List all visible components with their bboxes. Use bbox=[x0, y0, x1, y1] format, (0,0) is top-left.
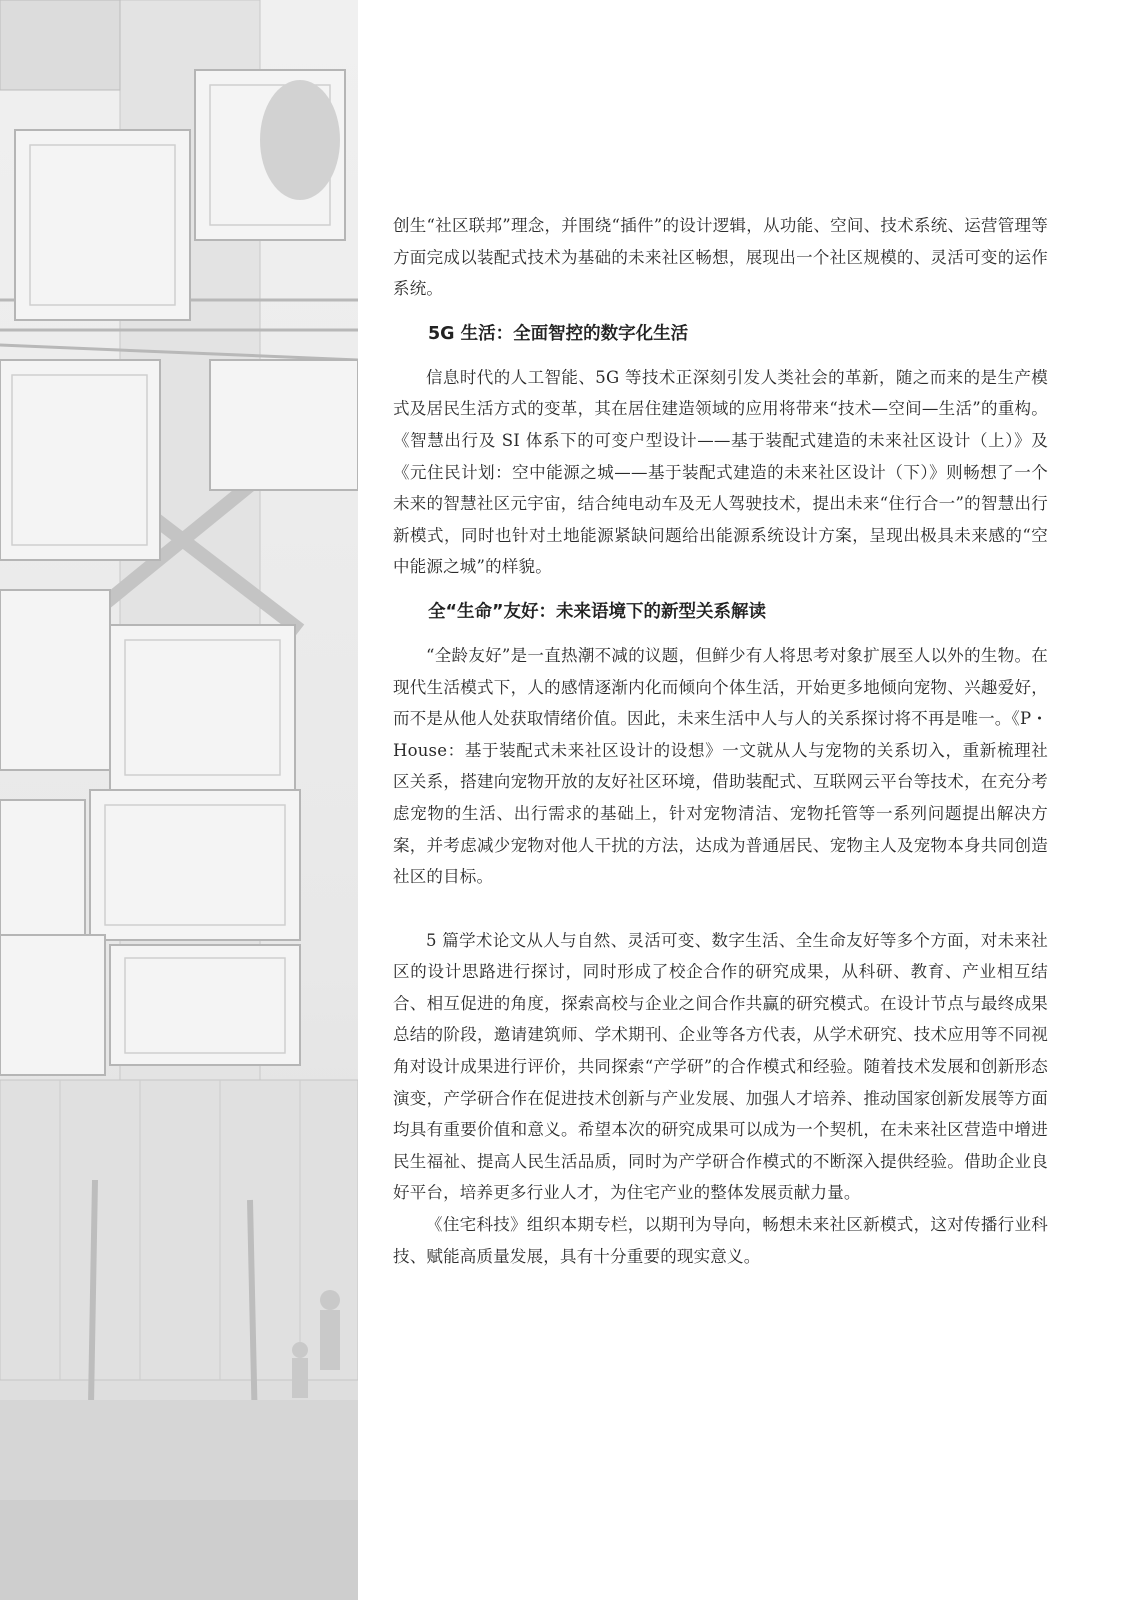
architectural-illustration bbox=[0, 0, 358, 1600]
conclusion-paragraph: 5 篇学术论文从人与自然、灵活可变、数字生活、全生命友好等多个方面，对未来社区的设计思路进行探讨，同时形成了校企合作的研究成果，从科研、教育、产业相互结合、相互促进的角度，探索高校与企业之间合作共赢的研究模式。在设计节点与最终成果总结的阶段，邀请建筑师、学术期刊、企业等各方代表，从学术研究、技术应用等不同视角对设计成果进行评价，共同探索“产学研”的合作模式和经验。随着技术发展和创新形态演变，产学研合作在促进技术创新与产业发展、加强人才培养、推动国家创新发展等方面均具有重要价值和意义。希望本次的研究成果可以成为一个契机，在未来社区营造中增进民生福祉、提高人民生活品质，同时为产学研合作模式的不断深入提供经验。借助企业良好平台，培养更多行业人才，为住宅产业的整体发展贡献力量。 bbox=[393, 930, 1048, 1203]
section-heading-life-friendly: 全“生命”友好：未来语境下的新型关系解读 bbox=[428, 601, 767, 622]
section-5g-paragraph: 信息时代的人工智能、5G 等技术正深刻引发人类社会的革新，随之而来的是生产模式及居民生活方式的变革，其在居住建造领域的应用将带来“技术—空间—生活”的重构。《智慧出行及 SI 体系下的可变户型设计——基于装配式建造的未来社区设计（上）》及《元住民计划：空中能源之城——基于装配式建造的未来社区设计（下）》则畅想了一个未来的智慧社区元宇宙，结合纯电动车及无人驾驶技术，提出未来“住行合一”的智慧出行新模式，同时也针对土地能源紧缺问题给出能源系统设计方案，呈现出极具未来感的“空中能源之城”的样貌。 bbox=[393, 367, 1048, 577]
intro-continuation-paragraph: 创生“社区联邦”理念，并围绕“插件”的设计逻辑，从功能、空间、技术系统、运营管理等方面完成以装配式技术为基础的未来社区畅想，展现出一个社区规模的、灵活可变的运作系统。 bbox=[393, 216, 1048, 299]
section-life-paragraph: “全龄友好”是一直热潮不减的议题，但鲜少有人将思考对象扩展至人以外的生物。在现代生活模式下，人的感情逐渐内化而倾向个体生活，开始更多地倾向宠物、兴趣爱好，而不是从他人处获取情绪价值。因此，未来生活中人与人的关系探讨将不再是唯一。《P・House：基于装配式未来社区设计的设想》一文就从人与宠物的关系切入，重新梳理社区关系，搭建向宠物开放的友好社区环境，借助装配式、互联网云平台等技术，在充分考虑宠物的生活、出行需求的基础上，针对宠物清洁、宠物托管等一系列问题提出解决方案，并考虑减少宠物对他人干扰的方法，达成为普通居民、宠物主人及宠物本身共同创造社区的目标。 bbox=[393, 645, 1048, 887]
article-body bbox=[393, 210, 1048, 1272]
section-heading-5g-life: 5G 生活：全面智控的数字化生活 bbox=[428, 323, 689, 344]
closing-paragraph: 《住宅科技》组织本期专栏，以期刊为导向，畅想未来社区新模式，这对传播行业科技、赋能高质量发展，具有十分重要的现实意义。 bbox=[393, 1215, 1048, 1266]
